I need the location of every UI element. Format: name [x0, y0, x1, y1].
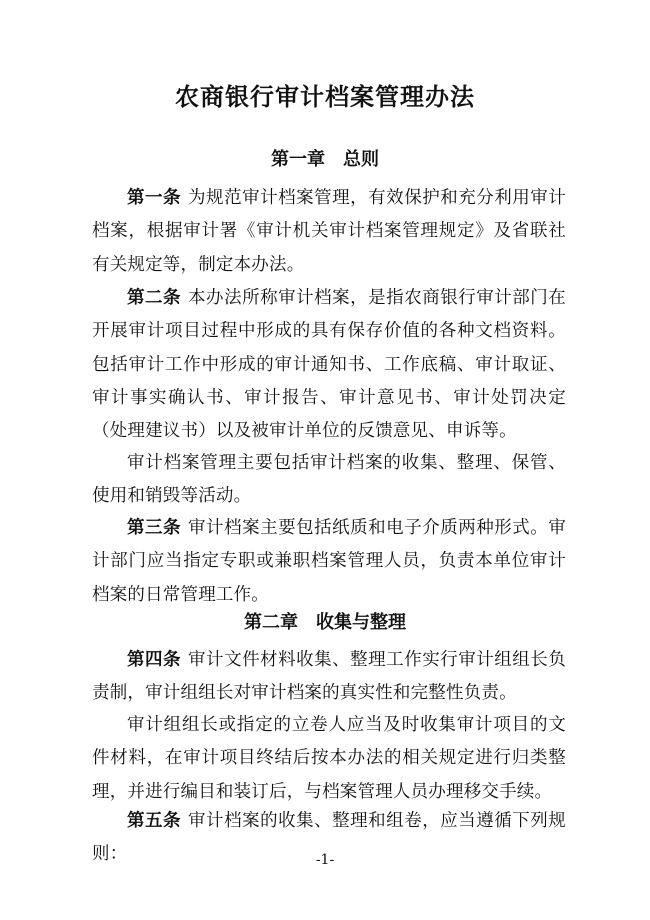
- article-2: [92, 282, 566, 448]
- article-label: 第二条: [127, 288, 182, 308]
- article-text: 为规范审计档案管理，有效保护和充分利用审计档案，根据审计署《审计机关审计档案管理规定》及省联社有关规定等，制定本办法。: [92, 188, 566, 275]
- article-text: 审计档案主要包括纸质和电子介质两种形式。审计部门应当指定专职或兼职档案管理人员，负责本单位审计档案的日常管理工作。: [92, 518, 566, 605]
- document-title: 农商银行审计档案管理办法: [175, 83, 475, 111]
- article-4: [92, 644, 566, 711]
- article-label: 第一条: [127, 188, 182, 208]
- chapter-heading-2: 第二章 收集与整理: [244, 612, 406, 633]
- article-label: 第三条: [127, 518, 182, 538]
- article-text: 审计档案的收集、整理和组卷，应当遵循下列规则：: [92, 811, 566, 865]
- article-3: [92, 512, 566, 612]
- article-label: 第四条: [127, 650, 182, 670]
- article-text: 审计文件材料收集、整理工作实行审计组组长负责制，审计组组长对审计档案的真实性和完整性负责。: [92, 650, 566, 704]
- page-number: -1-: [315, 852, 335, 868]
- chapter-heading-1: 第一章 总则: [271, 149, 379, 170]
- paragraph-management: 审计档案管理主要包括审计档案的收集、整理、保管、使用和销毁等活动。: [92, 453, 566, 507]
- article-label: 第五条: [127, 811, 182, 831]
- article-text: 本办法所称审计档案，是指农商银行审计部门在开展审计项目过程中形成的具有保存价值的各种文档资料。包括审计工作中形成的审计通知书、工作底稿、审计取证、审计事实确认书、审计报告、审计意见书、审计处罚决定（处理建议书）以及被审计单位的反馈意见、申诉等。: [92, 288, 566, 442]
- paragraph-filing: 审计组组长或指定的立卷人应当及时收集审计项目的文件材料，在审计项目终结后按本办法的相关规定进行归类整理，并进行编目和装订后，与档案管理人员办理移交手续。: [92, 715, 566, 802]
- article-1: [92, 182, 566, 282]
